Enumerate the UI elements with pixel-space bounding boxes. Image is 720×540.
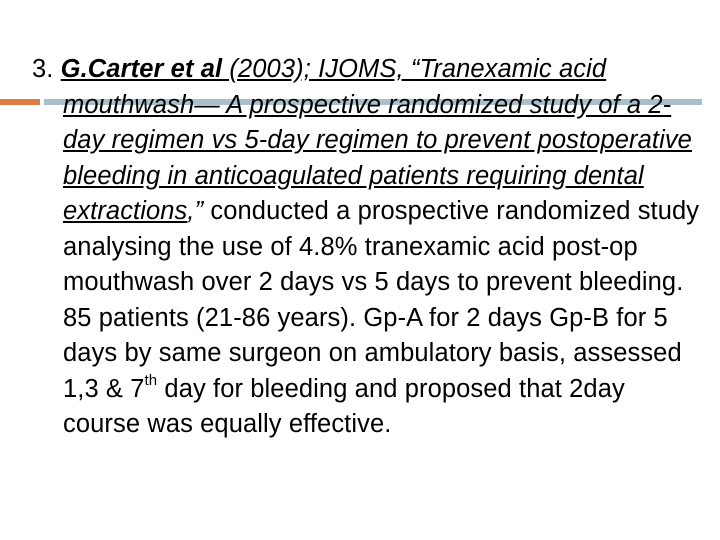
ordinal-superscript: th [144,372,158,389]
slide-body [32,52,702,443]
body-text: conducted a prospective randomized study analysing the use of 4.8% tranexamic acid post-op mouthwash over 2 days vs 5 days to prevent bleeding. 85 patients (21-86 years). Gp-A for 2 days Gp-B for 5 days by same surgeon on ambulatory basis, assessed 1,3 & 7 [63,197,700,403]
citation-title: “Tranexamic acid mouthwash— A prospective randomized study of a 2-day regimen vs 5-day regimen to prevent postoperative bleeding in anticoagulated patients requiring dental extractions [63,55,692,225]
citation-year-journal: (2003); IJOMS, [222,55,411,83]
item-number: 3. [32,55,54,83]
citation-end: ,” [187,197,204,225]
citation-author: G.Carter et al [60,55,223,83]
body-text-end: day for bleeding and proposed that 2day course was equally effective. [63,374,625,438]
list-item [32,52,702,443]
